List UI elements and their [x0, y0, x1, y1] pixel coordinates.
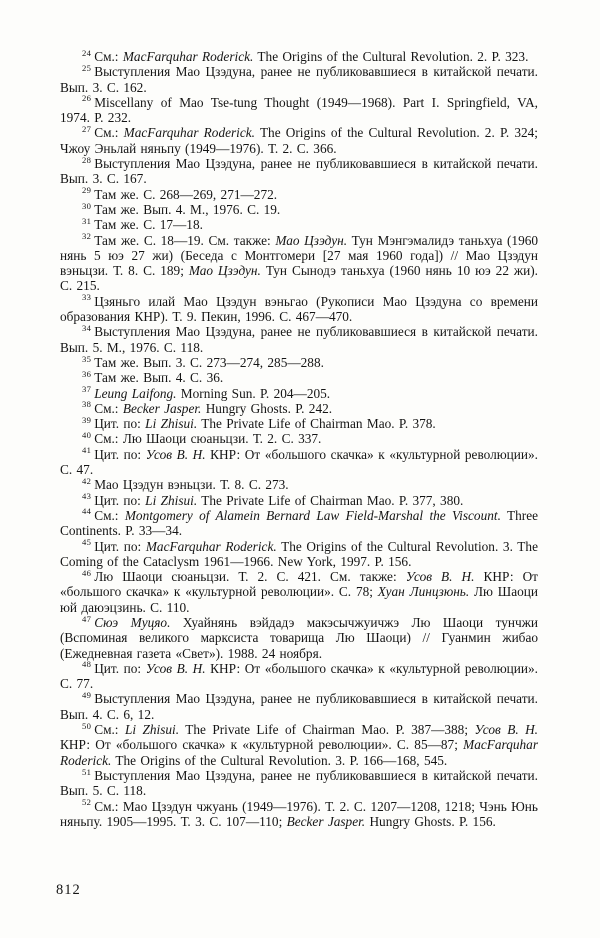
- footnote-text: См.:: [94, 125, 124, 141]
- footnote-number: 38: [82, 399, 92, 410]
- footnote: [60, 768, 538, 799]
- footnote-number: 43: [82, 491, 92, 502]
- footnote-text: Цит. по:: [94, 416, 146, 432]
- footnote-number: 52: [82, 797, 92, 808]
- footnote: [60, 125, 538, 156]
- footnote-text: Hungry Ghosts. P. 242.: [201, 400, 333, 416]
- footnote-text: См.: Лю Шаоци сюаньцзи. Т. 2. С. 337.: [94, 431, 322, 447]
- footnote: [60, 691, 538, 722]
- footnote-number: 37: [82, 384, 92, 395]
- footnote-number: 50: [82, 720, 92, 731]
- footnote-text-italic: MacFarquhar Roderick.: [122, 49, 254, 64]
- footnote-text-italic: Becker Jasper.: [286, 813, 366, 829]
- footnote-text: Тун Мэнгэмалидэ таньхуа (1960 нянь 5 юэ 27 жи) (Беседа с Монтгомери [27 мая 1960 года]) // Мао Цзэдун вэньцзи. Т. 8. С. 189;: [60, 232, 539, 279]
- footnote: [60, 324, 538, 355]
- footnote-number: 33: [82, 292, 92, 303]
- footnote-number: 31: [82, 215, 92, 226]
- footnote-text: Там же. Вып. 4. М., 1976. С. 19.: [94, 201, 281, 217]
- footnote-text: The Private Life of Chairman Mao. P. 378.: [197, 416, 436, 432]
- footnote-text-italic: Li Zhisui.: [124, 722, 180, 738]
- footnote-text-italic: Leung Laifong.: [94, 385, 177, 401]
- footnote-text: Выступления Мао Цзэдуна, ранее не публиковавшиеся в китайской печати. Вып. 5. М., 1976. С. 118.: [60, 324, 538, 355]
- footnote: [60, 615, 538, 661]
- footnote-text-italic: Becker Jasper.: [122, 400, 202, 416]
- footnote: [60, 294, 538, 325]
- footnote-number: 35: [82, 353, 92, 364]
- footnote: [60, 156, 538, 187]
- footnote-text: Цзяньго илай Мао Цзэдун вэньгао (Рукописи Мао Цзэдуна со времени образования КНР). Т. 9. Пекин, 1996. С. 467—470.: [60, 293, 538, 325]
- footnote-text: Morning Sun. P. 204—205.: [176, 385, 331, 401]
- footnote: [60, 539, 538, 570]
- page-number: 812: [56, 882, 81, 898]
- footnote-number: 49: [82, 690, 92, 701]
- footnote-number: 30: [82, 200, 92, 211]
- footnote-text-italic: Li Zhisui.: [145, 416, 198, 432]
- footnote-text-italic: Мао Цзэдун.: [275, 232, 348, 248]
- footnote-text: Выступления Мао Цзэдуна, ранее не публиковавшиеся в китайской печати. Вып. 4. С. 6, 12.: [60, 691, 538, 722]
- footnote-text: См.:: [94, 722, 125, 738]
- footnote-number: 34: [82, 322, 92, 333]
- footnote-text: Хуайнянь вэйдадэ макэсычжуичжэ Лю Шаоци тунчжи (Вспоминая великого марксиста товарища Лю Шаоци) // Гуанмин жибао (Ежедневная газета «Свет»). 1988. 24 ноября.: [60, 614, 538, 661]
- footnote-text: Там же. Вып. 3. С. 273—274, 285—288.: [94, 354, 324, 370]
- footnote-number: 28: [82, 154, 92, 165]
- footnote-text: The Private Life of Chairman Mao. P. 387—388;: [179, 722, 475, 738]
- footnote-number: 48: [82, 659, 92, 670]
- footnote-text: См.:: [94, 507, 125, 523]
- footnote-text: См.: Мао Цзэдун чжуань (1949—1976). Т. 2. С. 1207—1208, 1218; Чэнь Юнь няньпу. 1905—1995. Т. 3. С. 107—110;: [60, 798, 538, 829]
- footnote: [60, 95, 538, 126]
- footnote: [60, 386, 538, 401]
- footnote-text-italic: Montgomery of Alamein Bernard Law Field-Marshal the Viscount.: [124, 507, 501, 523]
- footnote-text: Мао Цзэдун вэньцзи. Т. 8. С. 273.: [94, 477, 289, 493]
- footnote-number: 46: [82, 567, 92, 578]
- footnote-number: 40: [82, 430, 92, 440]
- footnote-text: Цит. по:: [94, 538, 146, 554]
- footnote-text-italic: Усов В. Н.: [145, 660, 206, 676]
- footnote-text-italic: MacFarquhar Roderick.: [123, 125, 256, 141]
- footnote-text: Выступления Мао Цзэдуна, ранее не публиковавшиеся в китайской печати. Вып. 3. С. 162.: [60, 64, 538, 95]
- footnote-text: Цит. по:: [94, 492, 146, 508]
- footnote-text: The Origins of the Cultural Revolution. 2. P. 323.: [253, 49, 529, 64]
- footnote-text: The Private Life of Chairman Mao. P. 377, 380.: [197, 492, 464, 508]
- footnote-number: 47: [82, 613, 92, 624]
- footnote-text: КНР: От «большого скачка» к «культурной революции». С. 77.: [60, 660, 538, 692]
- footnote: [60, 49, 538, 64]
- footnote: [60, 370, 538, 385]
- footnote-text: См.:: [94, 400, 123, 416]
- footnote-text: The Origins of the Cultural Revolution. 2. P. 324; Чжоу Эньлай няньпу (1949—1976). Т. 2. С. 366.: [60, 125, 538, 156]
- footnote-text: КНР: От «большого скачка» к «культурной революции». С. 85—87;: [60, 737, 464, 753]
- footnote: [60, 447, 538, 478]
- footnote-text-italic: MacFarquhar Roderick.: [60, 737, 538, 768]
- footnote: [60, 416, 538, 431]
- footnote-number: 45: [82, 537, 92, 548]
- footnote-number: 36: [82, 368, 92, 379]
- footnote-number: 32: [82, 231, 92, 242]
- footnote-number: 29: [82, 185, 92, 196]
- footnote-text: См.:: [94, 49, 123, 64]
- footnote-text: Там же. С. 17—18.: [94, 217, 203, 233]
- footnote: [60, 569, 538, 615]
- footnote-text: Three Continents. P. 33—34.: [60, 507, 538, 539]
- footnote-text-italic: Хуан Линцзюнь.: [377, 584, 470, 600]
- footnote-number: 27: [82, 124, 92, 135]
- footnote: [60, 431, 538, 446]
- footnote-text: Hungry Ghosts. P. 156.: [365, 813, 496, 829]
- footnote-text: КНР: От «большого скачка» к «культурной революции». С. 47.: [60, 446, 538, 478]
- footnote: [60, 799, 538, 830]
- footnote: [60, 187, 538, 202]
- footnote-text: КНР: От «большого скачка» к «культурной революции». С. 78;: [60, 569, 538, 600]
- footnotes: [60, 49, 538, 829]
- footnote-text: Выступления Мао Цзэдуна, ранее не публиковавшиеся в китайской печати. Вып. 3. С. 167.: [60, 156, 538, 187]
- footnote-text: Выступления Мао Цзэдуна, ранее не публиковавшиеся в китайской печати. Вып. 5. С. 118.: [60, 767, 538, 799]
- footnote: [60, 64, 538, 95]
- footnote-text: Лю Шаоци юй даюэцзинь. С. 110.: [60, 584, 538, 615]
- footnote-text: Лю Шаоци сюаньцзи. Т. 2. С. 421. См. также:: [94, 569, 406, 585]
- footnote-number: 41: [82, 445, 92, 456]
- footnote-text-italic: Мао Цзэдун.: [188, 263, 261, 279]
- footnote: [60, 508, 538, 539]
- footnote-text: Тун Сынодэ таньхуа (1960 нянь 10 юэ 22 жи). С. 215.: [60, 263, 538, 294]
- footnote: [60, 355, 538, 370]
- footnote-text: The Origins of the Cultural Revolution. 3. The Coming of the Cataclysm 1961—1966. New York, 1997. P. 156.: [60, 538, 538, 569]
- footnote-text: Там же. С. 268—269, 271—272.: [94, 186, 278, 202]
- footnote-text-italic: Li Zhisui.: [145, 492, 198, 508]
- footnote-number: 25: [82, 62, 92, 73]
- footnote-text: Там же. С. 18—19. См. также:: [94, 232, 276, 248]
- footnote-text-italic: Сюэ Муцяо.: [94, 614, 171, 630]
- footnote-text-italic: Усов В. Н.: [474, 722, 538, 738]
- footnote-number: 42: [82, 475, 92, 486]
- footnote: [60, 233, 538, 294]
- footnote-text-italic: MacFarquhar Roderick.: [145, 538, 277, 554]
- footnote-number: 26: [82, 93, 92, 104]
- footnote: [60, 722, 538, 768]
- footnote-text: Цит. по:: [94, 446, 146, 462]
- footnote-text-italic: Усов В. Н.: [405, 569, 475, 585]
- footnote-text-italic: Усов В. Н.: [145, 446, 206, 462]
- footnote-text: The Origins of the Cultural Revolution. 3. P. 166—168, 545.: [111, 752, 448, 768]
- footnote: [60, 401, 538, 416]
- footnote-number: 39: [82, 414, 92, 425]
- footnote: [60, 202, 538, 217]
- footnote-text: Цит. по:: [94, 660, 146, 676]
- footnote-number: 44: [82, 506, 92, 517]
- footnote: [60, 217, 538, 232]
- footnote: [60, 477, 538, 492]
- footnote-number: 51: [82, 766, 92, 777]
- footnote: [60, 493, 538, 508]
- footnote-text: Miscellany of Mao Tse-tung Thought (1949—1968). Part I. Springfield, VA, 1974. P. 232.: [60, 94, 538, 126]
- footnote: [60, 661, 538, 692]
- footnote-number: 24: [82, 47, 92, 58]
- footnote-text: Там же. Вып. 4. С. 36.: [94, 370, 224, 386]
